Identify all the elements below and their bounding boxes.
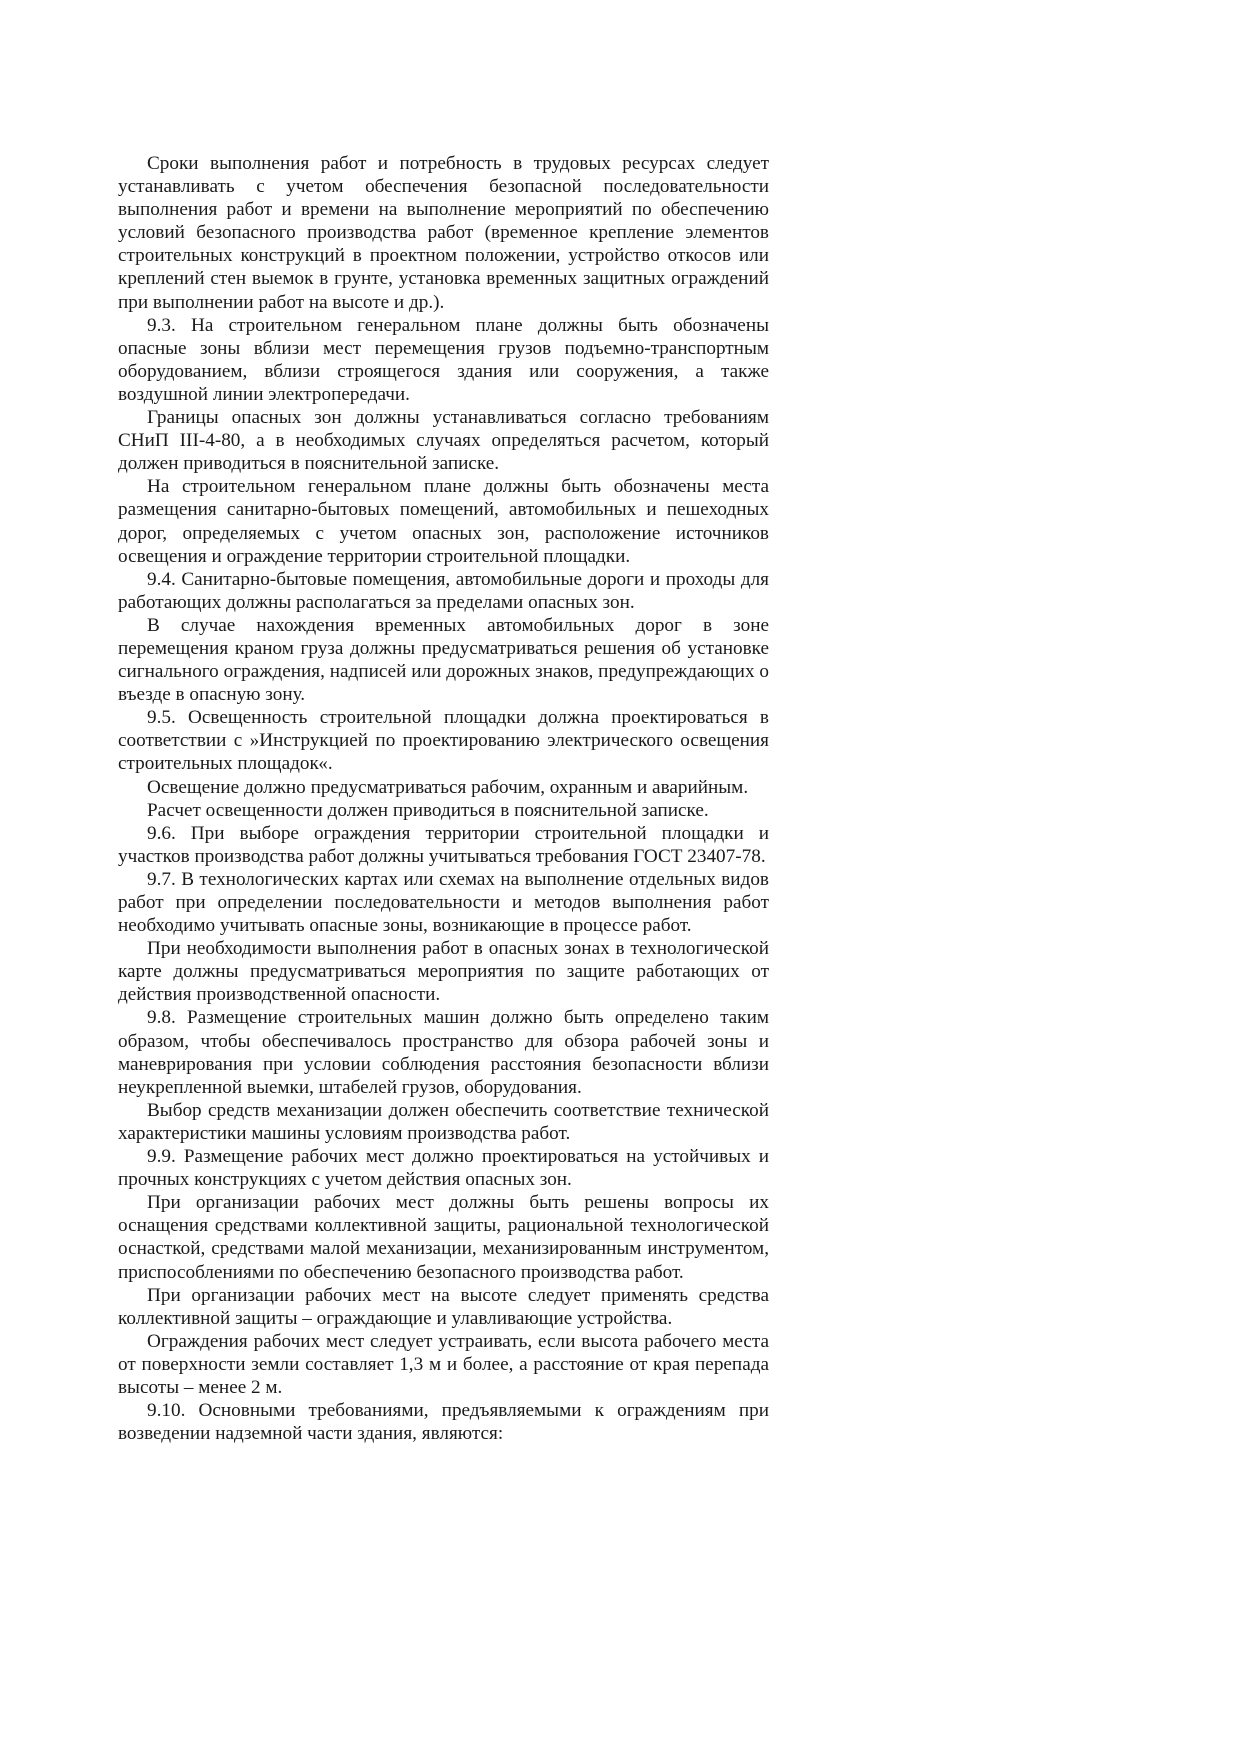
document-page: [118, 152, 769, 1445]
paragraph: 9.3. На строительном генеральном плане должны быть обозначены опасные зоны вблизи мест перемещения грузов подъемно-транспортным оборудованием, вблизи строящегося здания или сооружения, а также воздушной линии электропередачи.: [118, 314, 769, 405]
paragraph: 9.10. Основными требованиями, предъявляемыми к ограждениям при возведении надземной части здания, являются:: [118, 1400, 769, 1445]
paragraph: Освещение должно предусматриваться рабочим, охранным и аварийным.: [147, 776, 749, 798]
paragraph: Границы опасных зон должны устанавливаться согласно требованиям СНиП III-4-80, а в необходимых случаях определяться расчетом, который должен приводиться в пояснительной записке.: [118, 407, 769, 475]
paragraph: 9.7. В технологических картах или схемах на выполнение отдельных видов работ при определении последовательности и методов выполнения работ необходимо учитывать опасные зоны, возникающие в процессе работ.: [118, 868, 769, 937]
paragraph: 9.4. Санитарно-бытовые помещения, автомобильные дороги и проходы для работающих должны располагаться за пределами опасных зон.: [118, 568, 769, 613]
paragraph: При организации рабочих мест должны быть решены вопросы их оснащения средствами коллективной защиты, рациональной технологической оснасткой, средствами малой механизации, механизированным инструментом, приспособлениями по обеспечению безопасного производства работ.: [118, 1192, 769, 1283]
paragraph: 9.5. Освещенность строительной площадки должна проектироваться в соответствии с »Инструкцией по проектированию электрического освещения строительных площадок«.: [118, 707, 769, 775]
paragraph: На строительном генеральном плане должны быть обозначены места размещения санитарно-бытовых помещений, автомобильных и пешеходных дорог, определяемых с учетом опасных зон, расположение источников освещения и ограждение территории строительной площадки.: [118, 476, 769, 567]
paragraph: При необходимости выполнения работ в опасных зонах в технологической карте должны предусматриваться мероприятия по защите работающих от действия производственной опасности.: [118, 938, 769, 1006]
paragraph: Расчет освещенности должен приводиться в пояснительной записке.: [147, 799, 709, 821]
paragraph: 9.9. Размещение рабочих мест должно проектироваться на устойчивых и прочных конструкциях с учетом действия опасных зон.: [118, 1146, 769, 1191]
paragraph: 9.6. При выборе ограждения территории строительной площадки и участков производства работ должны учитываться требования ГОСТ 23407-78.: [118, 822, 769, 867]
paragraph: 9.8. Размещение строительных машин должно быть определено таким образом, чтобы обеспечивалось пространство для обзора рабочей зоны и маневрирования при условии соблюдения расстояния безопасности вблизи неукрепленной выемки, штабелей грузов, оборудования.: [118, 1007, 769, 1098]
paragraph: Ограждения рабочих мест следует устраивать, если высота рабочего места от поверхности земли составляет 1,3 м и более, а расстояние от края перепада высоты – менее 2 м.: [118, 1330, 769, 1398]
paragraph: Выбор средств механизации должен обеспечить соответствие технической характеристики машины условиям производства работ.: [118, 1099, 769, 1144]
paragraph: В случае нахождения временных автомобильных дорог в зоне перемещения краном груза должны предусматриваться решения об установке сигнального ограждения, надписей или дорожных знаков, предупреждающих о въезде в опасную зону.: [118, 614, 769, 706]
paragraph: При организации рабочих мест на высоте следует применять средства коллективной защиты – ограждающие и улавливающие устройства.: [118, 1284, 769, 1329]
paragraph: Сроки выполнения работ и потребность в трудовых ресурсах следует устанавливать с учетом обеспечения безопасной последовательности выполнения работ и времени на выполнение мероприятий по обеспечению условий безопасного производства работ (временное крепление элементов строительных конструкций в проектном положении, устройство откосов или креплений стен выемок в грунте, установка временных защитных ограждений при выполнении работ на высоте и др.).: [118, 153, 769, 313]
